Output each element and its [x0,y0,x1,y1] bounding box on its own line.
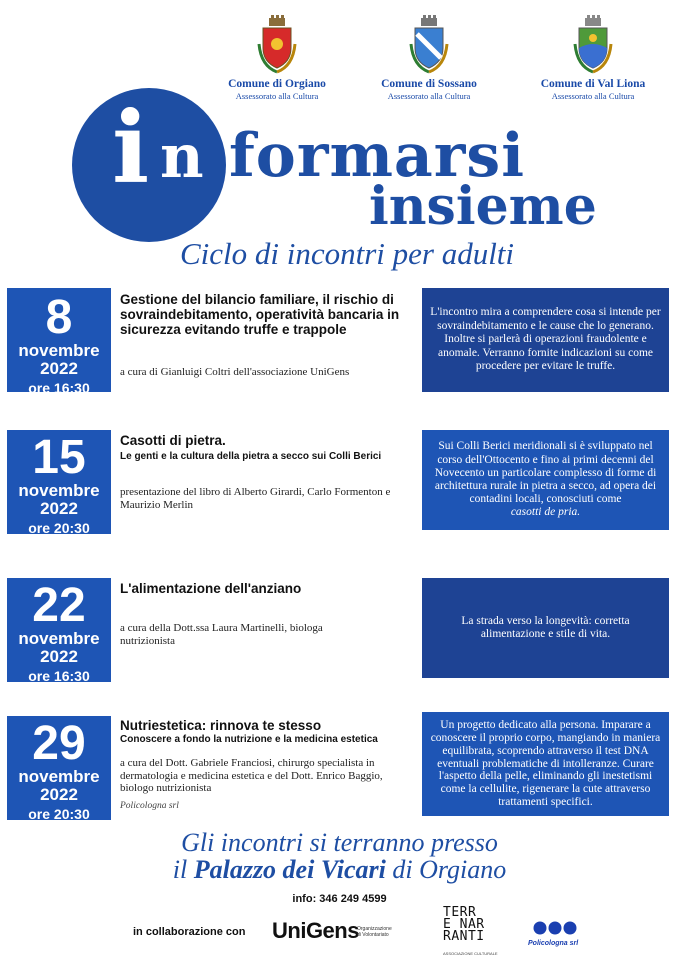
event-subtitle: Conoscere a fondo la nutrizione e la medicina estetica [120,734,378,745]
event-description-text: L'incontro mira a comprendere cosa si intende per sovraindebitamento e le cause che lo generano. Inoltre si parlerà di operazioni fraudolente e anomale. Verranno fornite indicazioni su come procedere per evitare le truffe. [430,306,661,373]
event-description-italic: casotti de pria. [510,506,581,519]
event-title-text: Casotti di pietra. [120,433,226,448]
event-title-text: Nutriestetica: rinnova te stesso [120,718,322,733]
event-description [422,712,669,816]
event-day: 8 [45,291,73,344]
venue-line-1: Gli incontri si terranno presso [181,828,498,857]
event-description [422,288,669,392]
event-day: 29 [32,717,86,770]
event-year: 2022 [40,499,78,518]
info-phone: info: 346 249 4599 [292,893,387,905]
event-subtitle: Le genti e la cultura della pietra a secco sui Colli Berici [120,451,382,462]
event-title-text: Gestione del bilancio familiare, il rischio di sovraindebitamento, operatività bancaria in sicurezza evitando truffe e trappole [120,292,400,337]
comune-dept: Assessorato alla Cultura [235,91,319,101]
terre-narranti-logo [443,907,485,943]
title-letter-n: n [160,122,205,192]
event-description-text: Un progetto dedicato alla persona. Imparare a conoscere il proprio corpo, mangiando in maniera equilibrata, scoprendo attraverso il test DNA eventuali problematiche di intolleranze. Curare l'aspetto della pelle, eliminando gli inestetismi come la cellulite, rigenerare la cute attraverso trattamenti specifici. [430,719,661,808]
comune-dept: Assessorato alla Cultura [387,91,471,101]
collaboration-label: in collaborazione con [133,926,246,938]
terre-logo-line: RANTI [443,929,485,944]
event-title-text: L'alimentazione dell'anziano [120,581,302,596]
event-year: 2022 [40,359,78,378]
terre-logo-line: TERR [443,905,477,920]
event-description-text: Sui Colli Berici meridionali si è sviluppato nel corso dell'Ottocento e fino ai primi decenni del Novecento un particolare complesso di forme di architettura rurale in pietra a secco, ad opera dei contadini locali, conosciuti come [434,440,657,506]
event-month: novembre [18,481,100,500]
event-curator: a cura del Dott. Gabriele Franciosi, chirurgo specialista in dermatologia e medicina estetica e del Dott. Enrico Baggio, biologo nutrizionista [120,757,383,794]
event-day: 15 [32,431,86,484]
event-description-text: La strada verso la longevità: corretta alimentazione e stile di vita. [461,614,630,640]
event-date-box [7,716,111,820]
event-month: novembre [18,767,100,786]
event-time: ore 16:30 [28,380,90,396]
event-date-box [7,288,111,396]
comune-name: Comune di Val Liona [540,78,646,90]
event-curator: a cura di Gianluigi Coltri dell'associazione UniGens [120,366,350,378]
event-title [120,718,410,746]
page-subtitle: Ciclo di incontri per adulti [179,236,515,271]
venue-prefix: il [172,855,188,884]
event-description [422,578,669,678]
event-curator: a cura della Dott.ssa Laura Martinelli, biologa nutrizionista [120,622,323,647]
unigens-logo: UniGens [272,918,359,943]
event-year: 2022 [40,647,78,666]
event-year: 2022 [40,785,78,804]
title-line1: formarsi [229,121,525,191]
event-title [120,292,410,337]
unigens-logo-subtext: Organizzazione di Volontariato [357,926,392,938]
comune-val-liona [528,14,658,101]
event-date-box [7,578,111,682]
event-day: 22 [32,579,86,632]
terre-logo-subtext: ASSOCIAZIONE CULTURALE [443,951,498,956]
title-line2: insieme [369,176,597,237]
comune-orgiano [212,14,342,101]
event-title [120,581,410,596]
policologna-dots-icon [533,920,581,936]
sossano-coat-of-arms-icon [407,14,451,76]
event-time: ore 16:30 [28,668,90,684]
event-month: novembre [18,629,100,648]
comune-name: Comune di Orgiano [228,78,326,90]
event-date-box [7,430,111,534]
event-title [120,433,410,463]
event-time: ore 20:30 [28,806,90,822]
venue-line-2 [0,855,679,885]
venue-suffix: di Orgiano [392,855,507,884]
orgiano-coat-of-arms-icon [255,14,299,76]
event-sponsor: Policologna srl [120,801,179,811]
comune-name: Comune di Sossano [381,78,477,90]
event-month: novembre [18,341,100,360]
venue-name: Palazzo dei Vicari [193,855,386,884]
terre-logo-line: E NAR [443,917,485,932]
title-letter-i: i [112,91,150,206]
policologna-logo: Policologna srl [528,940,579,947]
event-curator: presentazione del libro di Alberto Girardi, Carlo Formenton e Maurizio Merlin [120,486,391,511]
event-time: ore 20:30 [28,520,90,536]
event-description-body [428,440,663,519]
val-liona-coat-of-arms-icon [571,14,615,76]
comune-dept: Assessorato alla Cultura [551,91,635,101]
comune-sossano [364,14,494,101]
event-description [422,430,669,530]
